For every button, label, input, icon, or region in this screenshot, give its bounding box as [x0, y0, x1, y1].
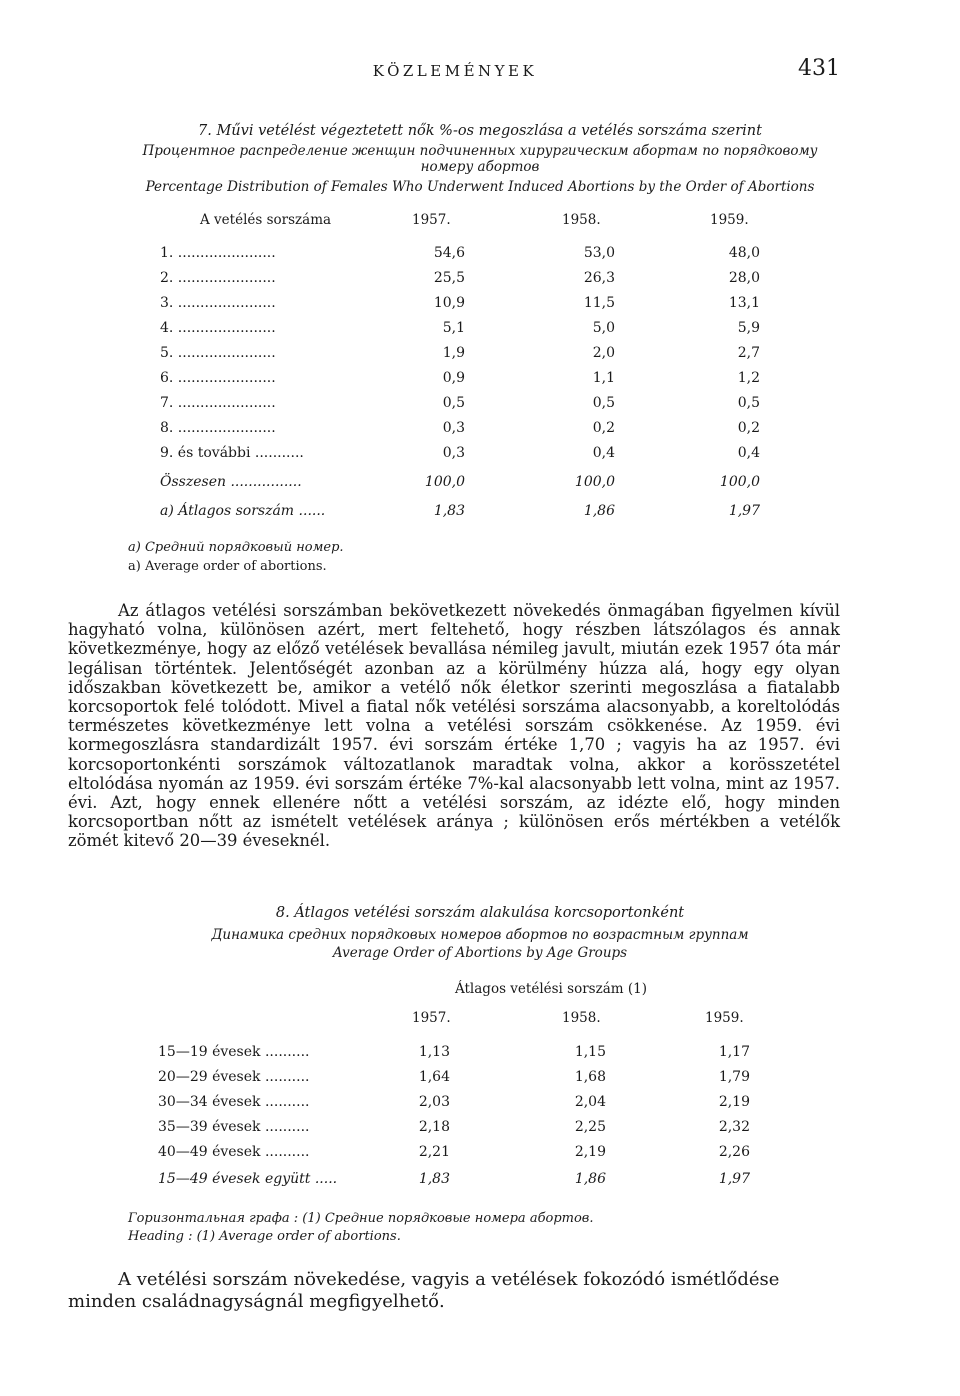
table8-year-1958: 1958.	[562, 1010, 601, 1026]
value-1958: 2,04	[574, 1094, 606, 1110]
value-1959: 2,7	[737, 345, 760, 361]
value-1959: 13,1	[728, 295, 760, 311]
row-label: 9. és további ...........	[160, 445, 304, 461]
value-1959: 1,97	[728, 503, 760, 519]
table-total-row	[160, 474, 780, 496]
table-average-row	[160, 503, 780, 525]
paragraph2-line1: A vetélési sorszám növekedése, vagyis a vetélések fokozódó ismétlődése	[118, 1269, 780, 1290]
table7-year-1957: 1957.	[412, 212, 451, 228]
value-1958: 11,5	[583, 295, 615, 311]
value-1957: 2,21	[418, 1144, 450, 1160]
value-1958: 1,86	[583, 503, 615, 519]
row-label: 8. ......................	[160, 420, 276, 436]
value-1959: 2,32	[718, 1119, 750, 1135]
value-1957: 1,13	[418, 1044, 450, 1060]
table-row	[158, 1144, 778, 1166]
value-1958: 1,86	[574, 1171, 606, 1187]
table-row	[160, 245, 780, 267]
table7-title-hu: 7. Művi vetélést végeztetett nők %-os megoszlása a vetélés sorszáma szerint	[198, 123, 762, 139]
page-number: 431	[798, 56, 840, 81]
value-1957: 25,5	[433, 270, 465, 286]
row-label: 35—39 évesek ..........	[158, 1119, 310, 1135]
value-1957: 2,18	[418, 1119, 450, 1135]
value-1957: 5,1	[442, 320, 465, 336]
value-1958: 2,19	[574, 1144, 606, 1160]
row-label: 7. ......................	[160, 395, 276, 411]
value-1958: 0,4	[592, 445, 615, 461]
row-label: 5. ......................	[160, 345, 276, 361]
row-label: 15—49 évesek együtt .....	[158, 1171, 338, 1187]
table-row	[160, 320, 780, 342]
table8-year-1959: 1959.	[705, 1010, 744, 1026]
table8-title-en: Average Order of Abortions by Age Groups	[332, 945, 628, 961]
table7-column-header: A vetélés sorszáma	[200, 212, 332, 228]
row-label: a) Átlagos sorszám ......	[160, 503, 326, 519]
table7-footnote-ru: a) Средний порядковый номер.	[128, 540, 344, 555]
table-row	[160, 445, 780, 467]
value-1959: 5,9	[737, 320, 760, 336]
table7-title-ru-line2: номеру абортов	[420, 159, 540, 175]
row-label: 4. ......................	[160, 320, 276, 336]
value-1958: 100,0	[574, 474, 615, 490]
value-1958: 1,68	[574, 1069, 606, 1085]
body-paragraph-2	[68, 1269, 840, 1313]
row-label: 15—19 évesek ..........	[158, 1044, 310, 1060]
value-1958: 53,0	[583, 245, 615, 261]
value-1958: 2,0	[592, 345, 615, 361]
value-1959: 100,0	[719, 474, 760, 490]
page-header	[70, 56, 840, 86]
value-1959: 1,97	[718, 1171, 750, 1187]
value-1959: 1,17	[718, 1044, 750, 1060]
table7-title-ru-line1: Процентное распределение женщин подчиненных хирургическим абортам по порядковому	[142, 143, 818, 159]
value-1959: 1,79	[718, 1069, 750, 1085]
table-row	[160, 295, 780, 317]
value-1959: 1,2	[737, 370, 760, 386]
row-label: 20—29 évesek ..........	[158, 1069, 310, 1085]
row-label: 3. ......................	[160, 295, 276, 311]
table7-footnote-en: a) Average order of abortions.	[128, 559, 327, 574]
value-1958: 1,15	[574, 1044, 606, 1060]
table-row	[158, 1094, 778, 1116]
value-1957: 2,03	[418, 1094, 450, 1110]
row-label: 30—34 évesek ..........	[158, 1094, 310, 1110]
value-1957: 0,5	[442, 395, 465, 411]
table-row	[158, 1069, 778, 1091]
table-row	[160, 370, 780, 392]
value-1959: 0,4	[737, 445, 760, 461]
value-1958: 5,0	[592, 320, 615, 336]
table8-footnote-en: Heading : (1) Average order of abortions.	[128, 1229, 401, 1244]
value-1959: 2,19	[718, 1094, 750, 1110]
value-1959: 28,0	[728, 270, 760, 286]
value-1958: 0,2	[592, 420, 615, 436]
table8-title-hu: 8. Átlagos vetélési sorszám alakulása korcsoportonként	[275, 905, 685, 921]
table8-title-ru: Динамика средних порядковых номеров абортов по возрастным группам	[211, 927, 749, 943]
row-label: 40—49 évesek ..........	[158, 1144, 310, 1160]
table-row	[160, 345, 780, 367]
table-row	[160, 270, 780, 292]
value-1958: 26,3	[583, 270, 615, 286]
table7-year-1958: 1958.	[562, 212, 601, 228]
table7-year-1959: 1959.	[710, 212, 749, 228]
value-1959: 48,0	[728, 245, 760, 261]
table-row	[160, 420, 780, 442]
value-1958: 2,25	[574, 1119, 606, 1135]
value-1957: 0,9	[442, 370, 465, 386]
value-1957: 1,64	[418, 1069, 450, 1085]
value-1958: 0,5	[592, 395, 615, 411]
value-1957: 0,3	[442, 420, 465, 436]
value-1958: 1,1	[592, 370, 615, 386]
table-row	[158, 1119, 778, 1141]
value-1957: 54,6	[433, 245, 465, 261]
table-row	[158, 1044, 778, 1066]
running-title: KÖZLEMÉNYEK	[372, 62, 538, 80]
table8-group-header: Átlagos vetélési sorszám (1)	[455, 981, 647, 997]
value-1957: 1,83	[418, 1171, 450, 1187]
value-1957: 0,3	[442, 445, 465, 461]
value-1959: 0,5	[737, 395, 760, 411]
value-1957: 1,83	[433, 503, 465, 519]
value-1957: 1,9	[442, 345, 465, 361]
row-label: 6. ......................	[160, 370, 276, 386]
table8-year-1957: 1957.	[412, 1010, 451, 1026]
value-1959: 0,2	[737, 420, 760, 436]
value-1957: 10,9	[433, 295, 465, 311]
paragraph2-line2: minden családnagyságnál megfigyelhető.	[68, 1291, 445, 1312]
table8-footnote-ru: Горизонтальная графа : (1) Средние порядковые номера абортов.	[128, 1211, 594, 1226]
value-1959: 2,26	[718, 1144, 750, 1160]
row-label: 1. ......................	[160, 245, 276, 261]
body-paragraph-1: Az átlagos vetélési sorszámban bekövetkezett növekedés önmagában figyelmen kívül hagyható volna, különösen azért, mert feltehető, hogy részben látszólagos és annak következménye, hogy az előző vetélések bevallása némileg javult, miután ezek 1957 óta már legálisan történtek. Jelentőségét azonban az a körülmény húzza alá, hogy egy olyan időszakban következett be, amikor a vetélő nők életkor szerinti megoszlása a fiatalabb korcsoportok felé tolódott. Mivel a fiatal nők vetélési sorszáma alacsonyabb, a koreltolódás természetes következménye lett volna a vetélési sorszám csökkenése. Az 1959. évi kormegoszlásra standardizált 1957. évi sorszám értéke 1,70 ; vagyis ha az 1957. évi korcsoportonkénti sorszámok változatlanok maradtak volna, akkor a korösszetétel eltolódása nyomán az 1959. évi sorszám értéke 7%-kal alacsonyabb lett volna, mint az 1957. évi. Azt, hogy ennek ellenére nőtt a vetélési sorszám, az idézte elő, hogy minden korcsoportban nőtt az ismételt vetélések aránya ; különösen erős mértékben a vetélők zömét kitevő 20—39 éveseknél.	[68, 601, 840, 851]
table-row	[160, 395, 780, 417]
table-total-row	[158, 1171, 778, 1193]
table7-title-en: Percentage Distribution of Females Who Underwent Induced Abortions by the Order of Abortions	[145, 179, 815, 195]
row-label: Összesen ................	[160, 474, 302, 490]
row-label: 2. ......................	[160, 270, 276, 286]
value-1957: 100,0	[424, 474, 465, 490]
